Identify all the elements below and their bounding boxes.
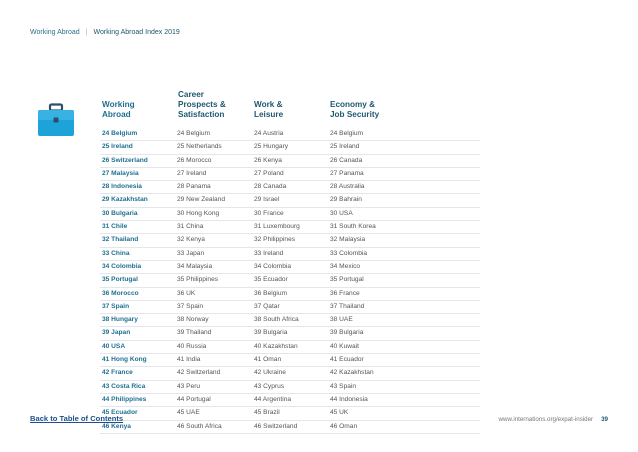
table-cell: 27 Poland: [254, 169, 284, 177]
table-cell: 31 South Korea: [330, 223, 376, 231]
table-cell: 46 South Africa: [177, 422, 222, 430]
table-cell: 42 Switzerland: [177, 369, 221, 377]
table-cell: 41 India: [177, 356, 201, 364]
table-cell: 37 Spain: [102, 302, 130, 310]
page-footer: [499, 416, 608, 423]
table-cell: 42 Ukraine: [254, 369, 286, 377]
page-number: 39: [601, 416, 608, 423]
table-cell: 35 Portugal: [330, 276, 364, 284]
table-cell: 32 Philippines: [254, 236, 296, 244]
table-cell: 36 Belgium: [254, 289, 287, 297]
table-row: [100, 208, 480, 221]
table-cell: 33 Colombia: [330, 249, 368, 257]
table-row: [100, 274, 480, 287]
table-cell: 28 Canada: [254, 183, 287, 191]
table-cell: 43 Costa Rica: [102, 382, 146, 390]
table-cell: 34 Colombia: [102, 262, 142, 270]
ranking-table: [100, 128, 480, 434]
table-row: [100, 128, 480, 141]
table-cell: 36 UK: [177, 289, 196, 297]
table-cell: 36 Morocco: [102, 289, 139, 297]
table-cell: 37 Thailand: [330, 302, 365, 310]
table-cell: 46 Kenya: [102, 422, 131, 430]
table-row: [100, 314, 480, 327]
table-cell: 25 Netherlands: [177, 143, 222, 151]
table-row: [100, 301, 480, 314]
column-header-career: Career Prospects & Satisfaction: [178, 90, 226, 119]
table-row: [100, 407, 480, 420]
table-cell: 29 Bahrain: [330, 196, 362, 204]
table-cell: 24 Belgium: [330, 130, 363, 137]
table-cell: 31 Luxembourg: [254, 223, 300, 231]
table-cell: 28 Indonesia: [102, 183, 142, 191]
back-to-toc-link[interactable]: Back to Table of Contents: [30, 414, 124, 423]
table-cell: 30 Bulgaria: [102, 209, 138, 217]
table-cell: 24 Belgium: [177, 130, 210, 137]
table-cell: 39 Thailand: [177, 329, 212, 337]
table-cell: 45 UK: [330, 409, 349, 417]
table-cell: 26 Morocco: [177, 156, 212, 164]
table-cell: 42 Kazakhstan: [330, 369, 374, 377]
table-cell: 40 USA: [102, 342, 126, 350]
table-cell: 38 South Africa: [254, 316, 299, 324]
table-row: [100, 141, 480, 154]
table-cell: 39 Bulgaria: [330, 329, 364, 337]
table-row: [100, 341, 480, 354]
table-cell: 29 Kazakhstan: [102, 196, 148, 204]
table-cell: 41 Oman: [254, 356, 282, 364]
table-cell: 40 Russia: [177, 342, 207, 350]
table-row: [100, 168, 480, 181]
table-cell: 25 Ireland: [330, 143, 360, 151]
table-cell: 39 Bulgaria: [254, 329, 288, 337]
table-cell: 24 Belgium: [102, 130, 138, 137]
table-cell: 35 Ecuador: [254, 276, 288, 284]
table-cell: 44 Portugal: [177, 395, 211, 403]
table-cell: 45 Ecuador: [102, 409, 138, 417]
briefcase-icon: [37, 103, 75, 137]
footer-url[interactable]: www.internations.org/expat-insider: [498, 416, 594, 423]
table-cell: 29 Israel: [254, 196, 280, 204]
table-cell: 44 Philippines: [102, 395, 147, 403]
table-cell: 27 Panama: [330, 169, 364, 177]
table-cell: 34 Malaysia: [177, 262, 213, 270]
table-row: [100, 234, 480, 247]
table-cell: 27 Malaysia: [102, 169, 139, 177]
table-row: [100, 221, 480, 234]
table-cell: 38 UAE: [330, 316, 353, 324]
table-cell: 34 Colombia: [254, 262, 292, 270]
table-cell: 31 Chile: [102, 223, 128, 231]
table-row: [100, 194, 480, 207]
table-cell: 39 Japan: [102, 329, 131, 337]
breadcrumb: [30, 29, 180, 36]
table-cell: 44 Indonesia: [330, 395, 368, 403]
table-cell: 32 Thailand: [102, 236, 139, 244]
table-cell: 36 France: [330, 289, 360, 297]
table-cell: 43 Spain: [330, 382, 357, 390]
table-cell: 43 Peru: [177, 382, 201, 390]
table-cell: 42 France: [102, 369, 133, 377]
table-cell: 25 Ireland: [102, 143, 133, 151]
table-cell: 30 France: [254, 209, 284, 217]
breadcrumb-section[interactable]: Working Abroad: [30, 29, 80, 36]
table-cell: 35 Portugal: [102, 276, 138, 284]
table-cell: 30 USA: [330, 209, 353, 217]
table-cell: 41 Ecuador: [330, 356, 364, 364]
table-row: [100, 381, 480, 394]
table-cell: 40 Kazakhstan: [254, 342, 298, 350]
table-row: [100, 354, 480, 367]
table-row: [100, 261, 480, 274]
table-cell: 25 Hungary: [254, 143, 289, 151]
table-cell: 24 Austria: [254, 130, 284, 137]
table-row: [100, 155, 480, 168]
table-cell: 45 UAE: [177, 409, 200, 417]
table-cell: 37 Spain: [177, 302, 204, 310]
table-row: [100, 288, 480, 301]
table-row: [100, 367, 480, 380]
table-cell: 26 Switzerland: [102, 156, 148, 164]
table-cell: 27 Ireland: [177, 169, 207, 177]
column-header-working-abroad: Working Abroad: [102, 100, 135, 119]
table-cell: 38 Hungary: [102, 316, 138, 324]
table-cell: 41 Hong Kong: [102, 356, 147, 364]
table-row: [100, 327, 480, 340]
table-cell: 40 Kuwait: [330, 342, 359, 350]
table-cell: 35 Philippines: [177, 276, 219, 284]
table-cell: 45 Brazil: [254, 409, 280, 417]
breadcrumb-separator: |: [85, 29, 88, 36]
table-cell: 46 Oman: [330, 422, 358, 430]
table-cell: 33 Ireland: [254, 249, 284, 257]
table-cell: 46 Switzerland: [254, 422, 298, 430]
table-row: [100, 421, 480, 434]
column-header-economy: Economy & Job Security: [330, 100, 380, 119]
table-cell: 37 Qatar: [254, 302, 280, 310]
table-cell: 26 Kenya: [254, 156, 282, 164]
table-cell: 28 Panama: [177, 183, 211, 191]
table-cell: 29 New Zealand: [177, 196, 226, 204]
table-row: [100, 181, 480, 194]
table-cell: 34 Mexico: [330, 262, 361, 270]
table-cell: 43 Cyprus: [254, 382, 285, 390]
table-cell: 33 Japan: [177, 249, 205, 257]
table-cell: 28 Australia: [330, 183, 365, 191]
table-cell: 44 Argentina: [254, 395, 292, 403]
table-row: [100, 394, 480, 407]
table-cell: 31 China: [177, 223, 204, 231]
table-row: [100, 248, 480, 261]
table-cell: 30 Hong Kong: [177, 209, 220, 217]
table-cell: 26 Canada: [330, 156, 363, 164]
column-header-work-leisure: Work & Leisure: [254, 100, 284, 119]
table-cell: 38 Norway: [177, 316, 209, 324]
breadcrumb-current: Working Abroad Index 2019: [93, 29, 180, 36]
table-cell: 32 Kenya: [177, 236, 205, 244]
table-cell: 32 Malaysia: [330, 236, 366, 244]
table-cell: 33 China: [102, 249, 130, 257]
